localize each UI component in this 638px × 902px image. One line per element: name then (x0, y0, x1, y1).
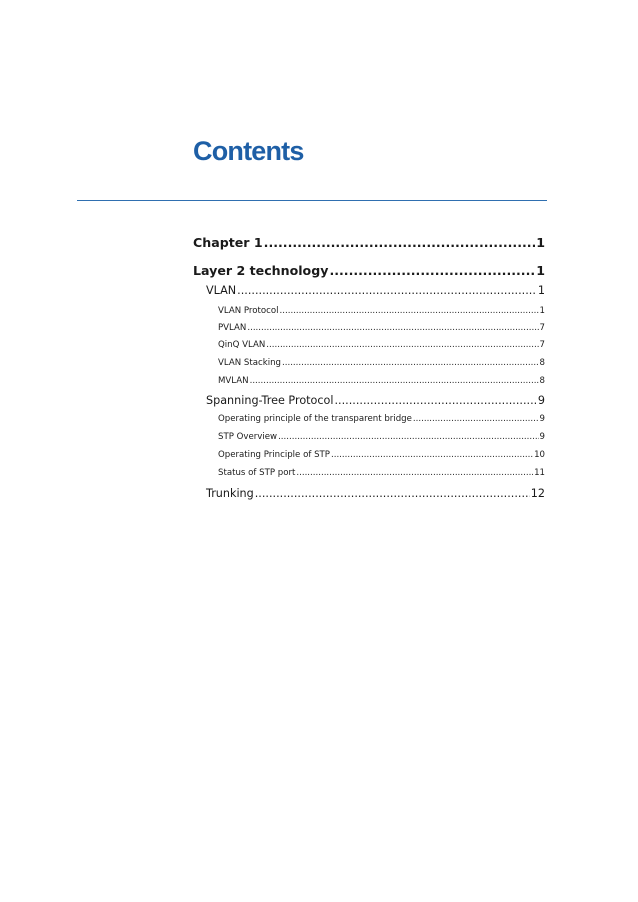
dot-leader (237, 284, 537, 297)
toc-entry-vlan-protocol[interactable] (218, 306, 545, 316)
toc-entry-vlan-stacking[interactable] (218, 358, 545, 368)
toc-entry-page: 7 (539, 323, 545, 333)
toc-entry-page: 9 (539, 414, 545, 424)
toc-entry-title: Operating Principle of STP (218, 450, 330, 460)
dot-leader (250, 376, 539, 386)
toc-entry-title: Status of STP port (218, 468, 296, 478)
toc-entry-page: 1 (536, 263, 545, 278)
page-title: Contents (193, 136, 304, 166)
toc-entry-page: 9 (537, 394, 545, 407)
dot-leader (335, 394, 537, 407)
toc-entry-page: 7 (539, 340, 545, 350)
toc-entry-title: STP Overview (218, 432, 278, 442)
toc-entry-chapter-1[interactable] (193, 235, 545, 250)
toc-entry-title: MVLAN (218, 376, 249, 386)
dot-leader (247, 323, 538, 333)
dot-leader (329, 263, 535, 278)
dot-leader (331, 450, 533, 460)
toc-entry-title: QinQ VLAN (218, 340, 266, 350)
toc-entry-page: 8 (539, 358, 545, 368)
toc-entry-layer-2-technology[interactable] (193, 263, 545, 278)
toc-entry-title: PVLAN (218, 323, 247, 333)
toc-entry-title: Spanning-Tree Protocol (206, 394, 334, 407)
toc-entry-page: 1 (536, 235, 545, 250)
toc-entry-title: VLAN Stacking (218, 358, 281, 368)
dot-leader (255, 487, 530, 500)
toc-entry-pvlan[interactable] (218, 323, 545, 333)
dot-leader (266, 340, 538, 350)
toc-entry-title: Layer 2 technology (193, 263, 329, 278)
dot-leader (278, 432, 538, 442)
toc-entry-title: VLAN Protocol (218, 306, 279, 316)
toc-entry-mvlan[interactable] (218, 376, 545, 386)
dot-leader (282, 358, 539, 368)
toc-entry-page: 8 (539, 376, 545, 386)
toc-entry-trunking[interactable] (206, 487, 545, 500)
toc-entry-page: 9 (539, 432, 545, 442)
toc-entry-page: 12 (530, 487, 545, 500)
toc-entry-vlan[interactable] (206, 284, 545, 297)
dot-leader (280, 306, 539, 316)
toc-entry-title: VLAN (206, 284, 237, 297)
title-divider (77, 200, 547, 201)
toc-entry-page: 1 (537, 284, 545, 297)
toc-entry-transparent-bridge[interactable] (218, 414, 545, 424)
toc-entry-page: 10 (534, 450, 545, 460)
toc-entry-page: 11 (534, 468, 545, 478)
dot-leader (296, 468, 533, 478)
toc-entry-spanning-tree-protocol[interactable] (206, 394, 545, 407)
toc-entry-title: Trunking (206, 487, 254, 500)
dot-leader (264, 235, 536, 250)
toc-entry-title: Operating principle of the transparent bridge (218, 414, 412, 424)
toc-entry-status-of-stp-port[interactable] (218, 468, 545, 478)
toc-entry-page: 1 (539, 306, 545, 316)
toc-entry-stp-overview[interactable] (218, 432, 545, 442)
dot-leader (413, 414, 539, 424)
toc-entry-qinq-vlan[interactable] (218, 340, 545, 350)
toc-entry-operating-principle-of-stp[interactable] (218, 450, 545, 460)
toc-entry-title: Chapter 1 (193, 235, 263, 250)
